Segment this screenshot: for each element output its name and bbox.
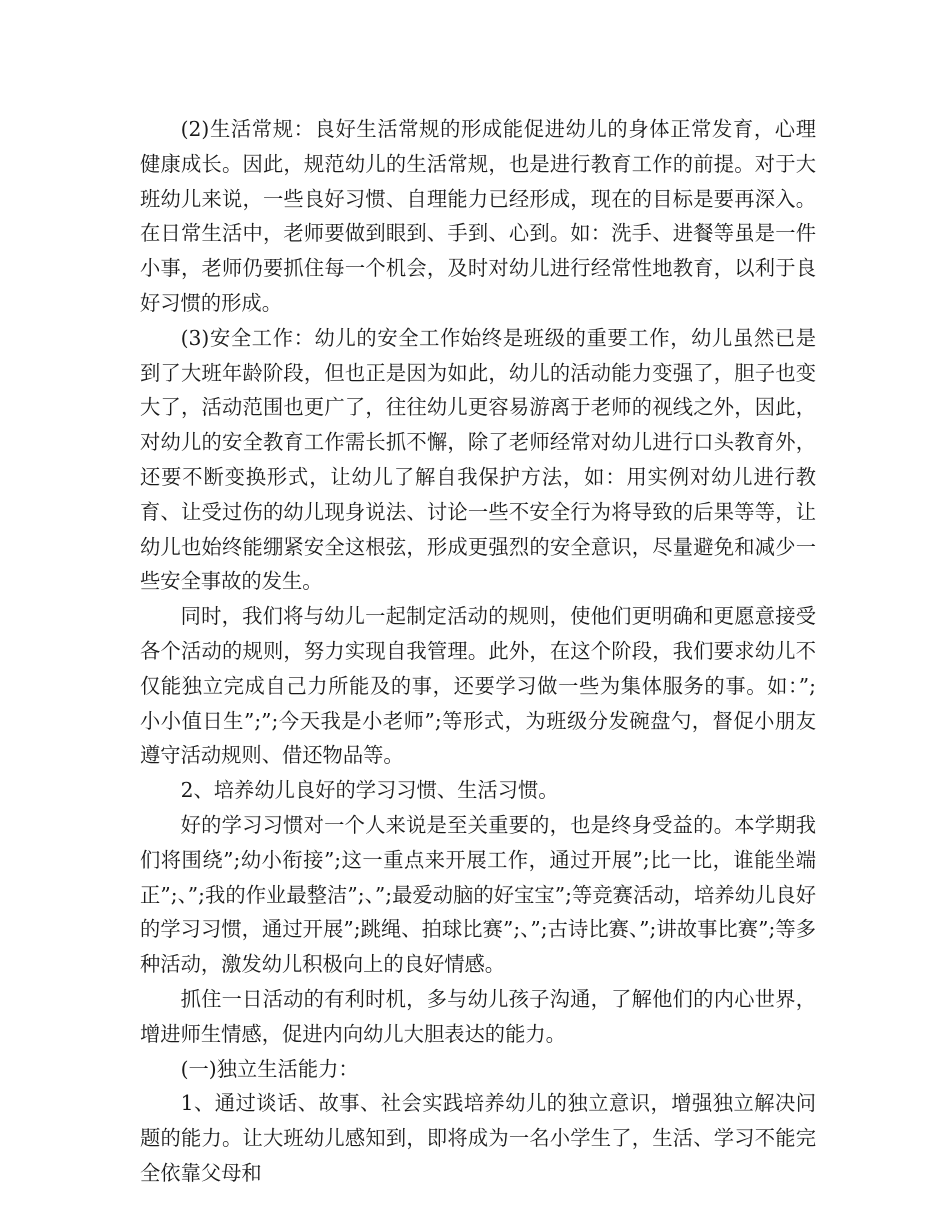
paragraph-communication: 抓住一日活动的有利时机，多与幼儿孩子沟通，了解他们的内心世界，增进师生情感，促进内向幼儿大胆表达的能力。 — [140, 986, 816, 1046]
section-heading-habits: 2、培养幼儿良好的学习习惯、生活习惯。 — [180, 778, 559, 803]
paragraph-safety-work: (3)安全工作：幼儿的安全工作始终是班级的重要工作，幼儿虽然已是到了大班年龄阶段，但也正是因为如此，幼儿的活动能力变强了，胆子也变大了，活动范围也更广了，往往幼儿更容易游离于老师的视线之外，因此，对幼儿的安全教育工作需长抓不懈，除了老师经常对幼儿进行口头教育外，还要不断变换形式，让幼儿了解自我保护方法，如：用实例对幼儿进行教育、让受过伤的幼儿现身说法、讨论一些不安全行为将导致的后果等等，让幼儿也始终能绷紧安全这根弦，形成更强烈的安全意识，尽量避免和减少一些安全事故的发生。 — [140, 325, 816, 594]
subsection-heading-independence: (一)独立生活能力： — [180, 1056, 359, 1081]
paragraph-living-routine: (2)生活常规：良好生活常规的形成能促进幼儿的身体正常发育，心理健康成长。因此，规范幼儿的生活常规，也是进行教育工作的前提。对于大班幼儿来说，一些良好习惯、自理能力已经形成，现在的目标是要再深入。在日常生活中，老师要做到眼到、手到、心到。如：洗手、进餐等虽是一件小事，老师仍要抓住每一个机会，及时对幼儿进行经常性地教育，以利于良好习惯的形成。 — [140, 117, 816, 315]
paragraph-activity-rules: 同时，我们将与幼儿一起制定活动的规则，使他们更明确和更愿意接受各个活动的规则，努力实现自我管理。此外，在这个阶段，我们要求幼儿不仅能独立完成自己力所能及的事，还要学习做一些为集体服务的事。如：”;小小值日生”;”;今天我是小老师”;等形式，为班级分发碗盘勺，督促小朋友遵守活动规则、借还物品等。 — [140, 604, 816, 768]
paragraph-study-habits: 好的学习习惯对一个人来说是至关重要的，也是终身受益的。本学期我们将围绕”;幼小衔接”;这一重点来开展工作，通过开展”;比一比，谁能坐端正”;、”;我的作业最整洁”;、”;最爱动脑的好宝宝”;等竞赛活动，培养幼儿良好的学习习惯，通过开展”;跳绳、拍球比赛”;、”;古诗比赛、”;讲故事比赛”;等多种活动，激发幼儿积极向上的良好情感。 — [140, 812, 816, 977]
document-body — [140, 112, 816, 1191]
paragraph-independent-awareness: 1、通过谈话、故事、社会实践培养幼儿的独立意识，增强独立解决问题的能力。让大班幼儿感知到，即将成为一名小学生了，生活、学习不能完全依靠父母和 — [140, 1091, 816, 1185]
